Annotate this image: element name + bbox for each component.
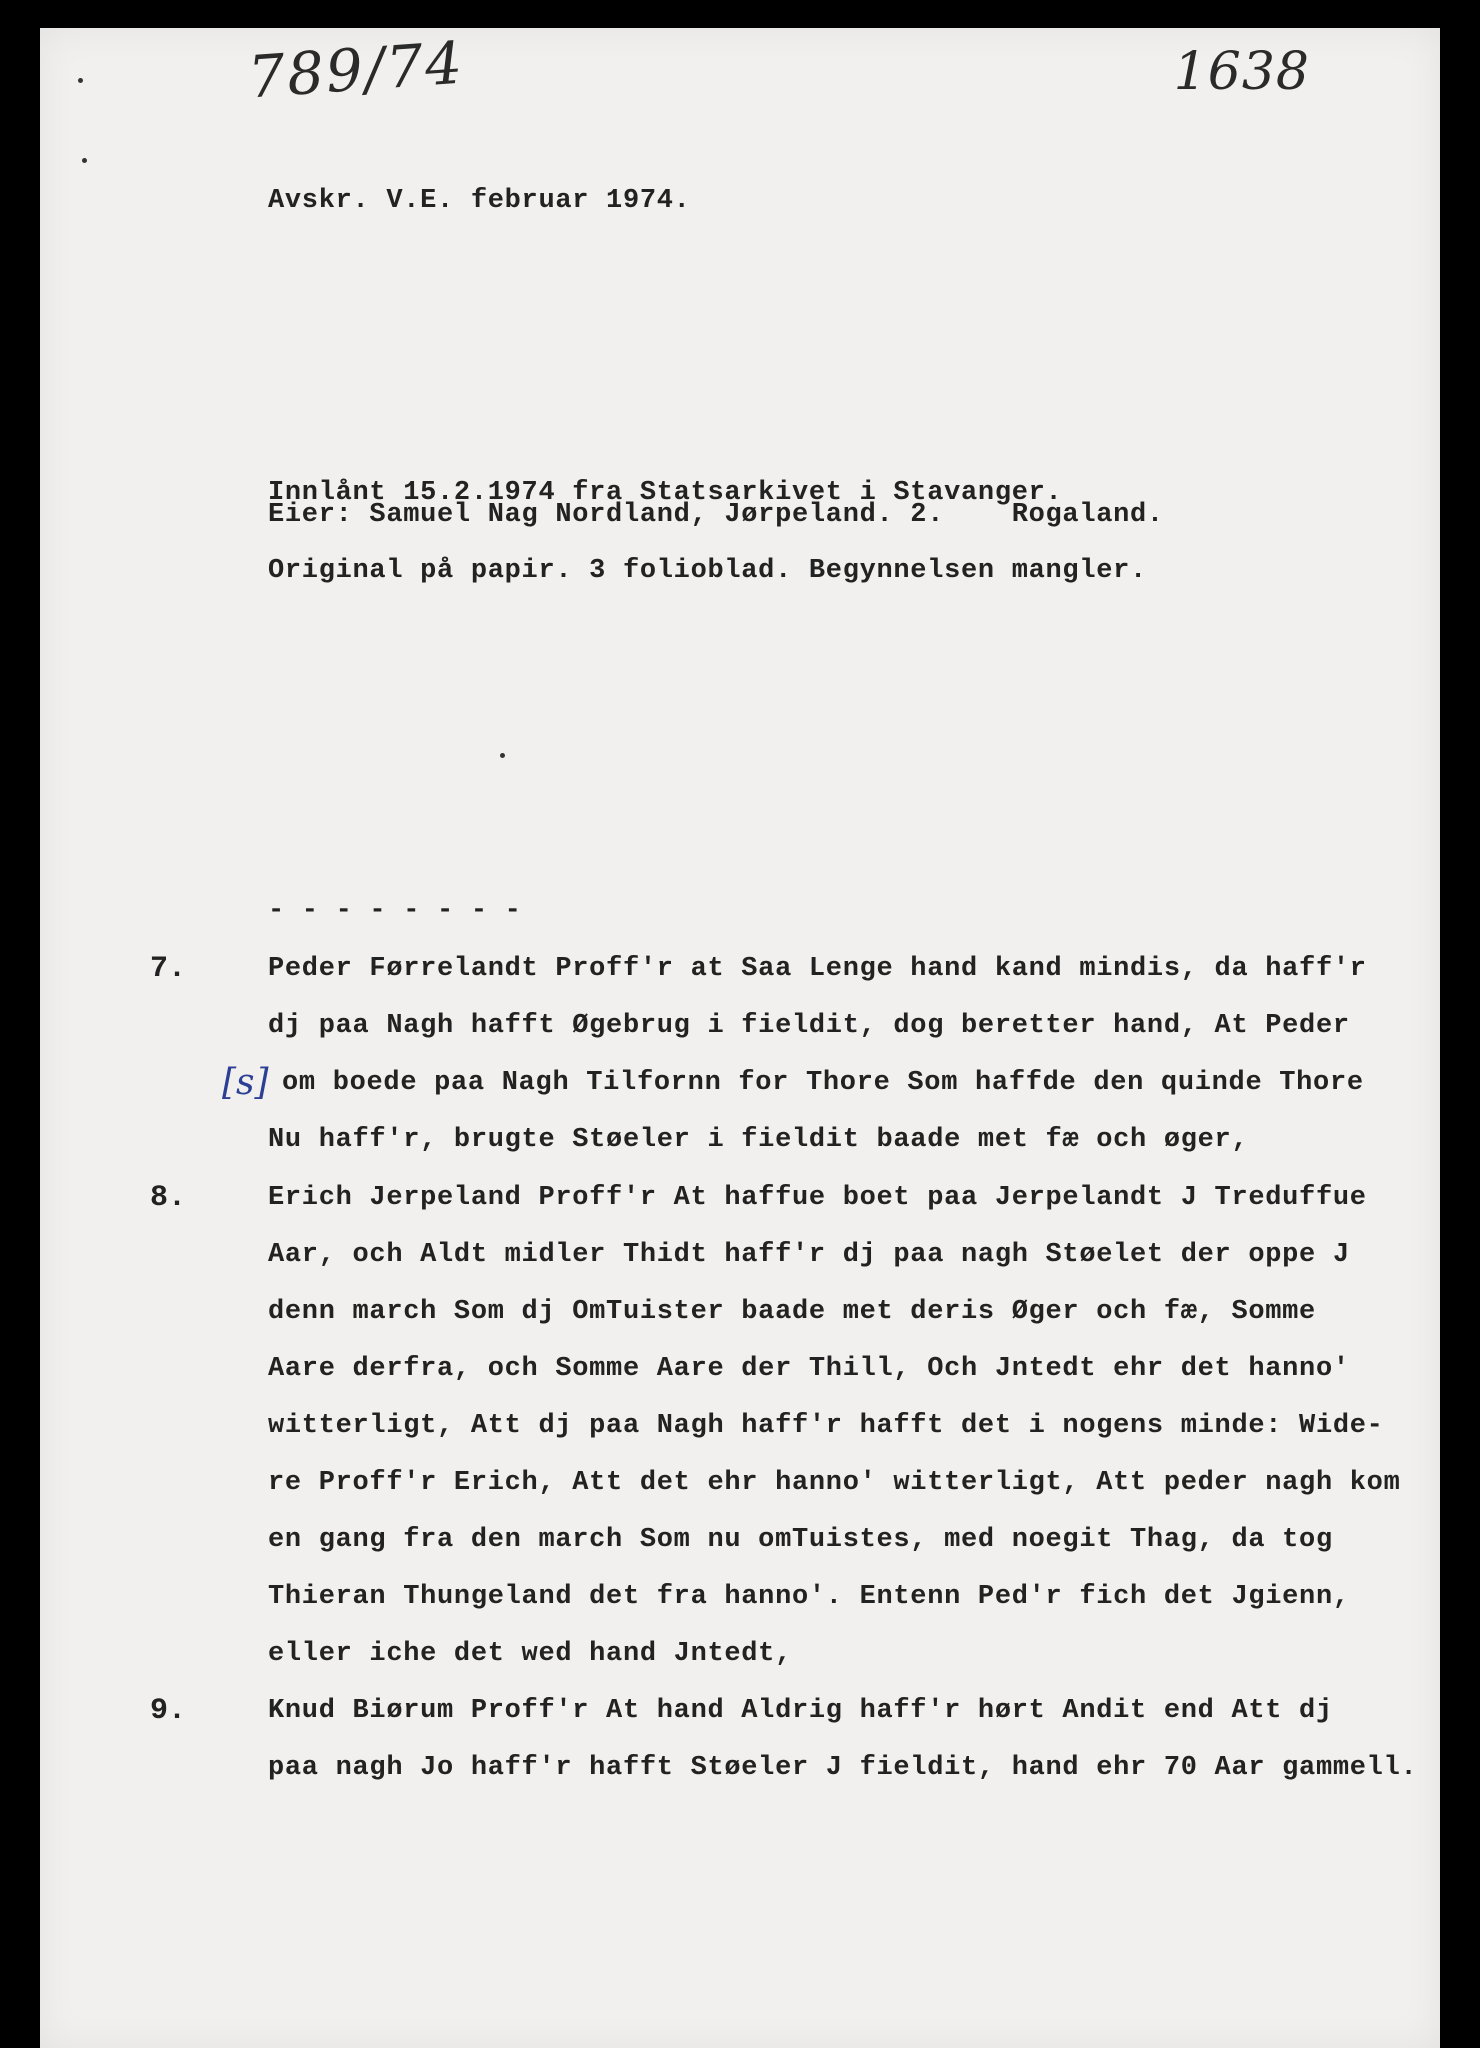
entry-line: om boede paa Nagh Tilfornn for Thore Som haffde den quinde Thore <box>282 1068 1364 1098</box>
entry-line: Erich Jerpeland Proff'r At haffue boet paa Jerpelandt J Treduffue <box>268 1183 1367 1213</box>
handwritten-bracket-note: [s] <box>222 1062 269 1103</box>
entry-line: re Proff'r Erich, Att det ehr hanno' witterligt, Att peder nagh kom <box>268 1468 1401 1498</box>
entry-line: Peder Førrelandt Proff'r at Saa Lenge hand kand mindis, da haff'r <box>268 954 1367 984</box>
entry-line: Knud Biørum Proff'r At hand Aldrig haff'r hørt Andit end Att dj <box>268 1696 1333 1726</box>
separator: - - - - - - - - <box>268 896 522 926</box>
entry-line: denn march Som dj OmTuister baade met deris Øger och fæ, Somme <box>268 1297 1316 1327</box>
margin-dot <box>82 158 87 163</box>
entry-line: Aare derfra, och Somme Aare der Thill, Och Jntedt ehr det hanno' <box>268 1354 1350 1384</box>
handwritten-reference: 789/74 <box>245 28 467 112</box>
provenance-line: Innlånt 15.2.1974 fra Statsarkivet i Stavanger. <box>268 478 1063 508</box>
entry-line: paa nagh Jo haff'r hafft Støeler J fieldit, hand ehr 70 Aar gammell. <box>268 1753 1418 1783</box>
handwritten-page-number: 1638 <box>1173 42 1310 102</box>
entry-number: 7. <box>150 952 187 986</box>
provenance-line: Eier: Samuel Nag Nordland, Jørpeland. 2. Rogaland. <box>268 500 1164 530</box>
entry-line: dj paa Nagh hafft Øgebrug i fieldit, dog beretter hand, At Peder <box>268 1011 1350 1041</box>
entry-line: Thieran Thungeland det fra hanno'. Entenn Ped'r fich det Jgienn, <box>268 1582 1350 1612</box>
entry-line: eller iche det wed hand Jntedt, <box>268 1639 792 1669</box>
provenance-line: Original på papir. 3 folioblad. Begynnelsen mangler. <box>268 556 1147 586</box>
entry-line: witterligt, Att dj paa Nagh haff'r hafft det i nogens minde: Wide- <box>268 1411 1384 1441</box>
entry-number: 9. <box>150 1694 187 1728</box>
margin-dot <box>78 78 83 83</box>
entry-number: 8. <box>150 1181 187 1215</box>
entry-line: Nu haff'r, brugte Støeler i fieldit baade met fæ och øger, <box>268 1125 1249 1155</box>
copy-note: Avskr. V.E. februar 1974. <box>268 186 691 216</box>
margin-dot <box>500 753 505 758</box>
entry-line: en gang fra den march Som nu omTuistes, med noegit Thag, da tog <box>268 1525 1333 1555</box>
entry-line: Aar, och Aldt midler Thidt haff'r dj paa nagh Støelet der oppe J <box>268 1240 1350 1270</box>
